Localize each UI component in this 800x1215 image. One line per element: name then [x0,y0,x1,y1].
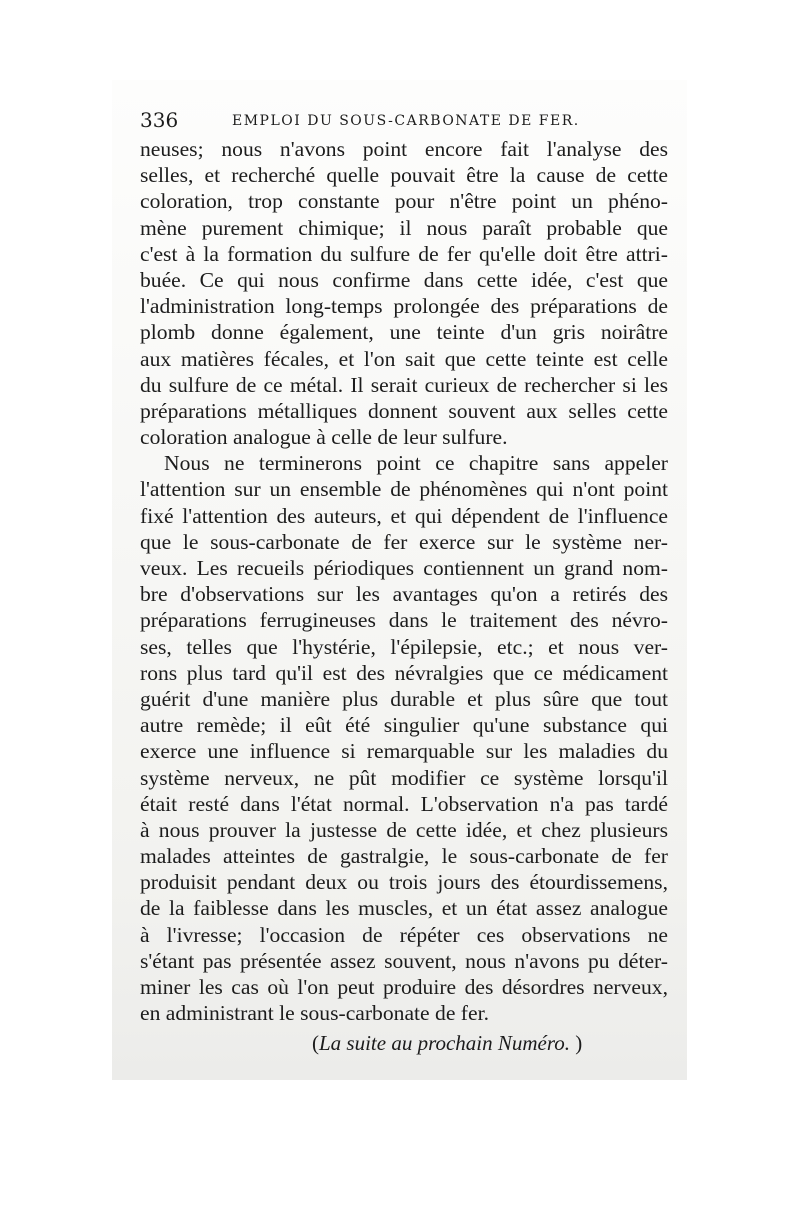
continuation-text: La suite au prochain Numéro. [319,1031,571,1056]
text-line: coloration, trop constante pour n'être point un phéno- [140,189,668,214]
text-line: plomb donne également, une teinte d'un gris noirâtre [140,320,668,345]
paragraph-container [140,136,668,1026]
continuation-close-paren: ) [575,1031,583,1056]
text-line: ses, telles que l'hystérie, l'épilepsie, etc.; et nous ver- [140,634,668,659]
text-line: que le sous-carbonate de fer exerce sur le système ner- [140,529,668,554]
text-line: du sulfure de ce métal. Il serait curieux de rechercher si les [140,372,668,397]
text-line: autre remède; il eût été singulier qu'une substance qui [140,713,668,738]
text-line: de la faiblesse dans les muscles, et un état assez analogue [140,896,668,921]
text-line: préparations métalliques donnent souvent aux selles cette [140,398,668,423]
text-line: l'attention sur un ensemble de phénomènes qui n'ont point [140,477,668,502]
text-line: s'étant pas présentée assez souvent, nous n'avons pu déter- [140,948,668,973]
text-line: Nous ne terminerons point ce chapitre sans appeler [164,451,668,476]
continuation-note [140,1028,668,1058]
text-line: c'est à la formation du sulfure de fer qu'elle doit être attri- [140,241,668,266]
text-line: coloration analogue à celle de leur sulfure. [140,425,508,450]
text-line: produisit pendant deux ou trois jours des étourdissemens, [140,870,668,895]
continuation-open-paren: ( [312,1031,319,1056]
text-line: en administrant le sous-carbonate de fer. [140,1001,489,1026]
text-line: préparations ferrugineuses dans le traitement des névro- [140,608,668,633]
page-number: 336 [140,108,179,132]
text-line: exerce une influence si remarquable sur les maladies du [140,739,668,764]
text-line: buée. Ce qui nous confirme dans cette idée, c'est que [140,267,668,292]
text-line: selles, et recherché quelle pouvait être la cause de cette [140,163,668,188]
text-line: système nerveux, ne pût modifier ce système lorsqu'il [140,765,668,790]
paragraph [140,450,668,1026]
text-line: l'administration long-temps prolongée des préparations de [140,294,668,319]
text-line: aux matières fécales, et l'on sait que cette teinte est celle [140,346,668,371]
text-line: miner les cas où l'on peut produire des désordres nerveux, [140,975,668,999]
text-line: à nous prouver la justesse de cette idée, et chez plusieurs [140,817,668,842]
text-line: était resté dans l'état normal. L'observation n'a pas tardé [140,791,668,816]
article-body [140,136,668,1058]
text-line: bre d'observations sur les avantages qu'on a retirés des [140,582,668,607]
text-line: rons plus tard qu'il est des névralgies que ce médicament [140,660,668,685]
text-line: mène purement chimique; il nous paraît probable que [140,215,668,240]
paragraph [140,136,668,450]
text-line: malades atteintes de gastralgie, le sous-carbonate de fer [140,844,668,869]
text-line: à l'ivresse; l'occasion de répéter ces observations ne [140,922,668,947]
text-line: fixé l'attention des auteurs, et qui dépendent de l'influence [140,503,668,528]
running-head [140,108,670,134]
text-line: neuses; nous n'avons point encore fait l'analyse des [140,137,668,161]
text-line: guérit d'une manière plus durable et plus sûre que tout [140,686,668,711]
text-line: veux. Les recueils périodiques contiennent un grand nom- [140,556,668,580]
running-title: EMPLOI DU SOUS-CARBONATE DE FER. [232,113,580,129]
